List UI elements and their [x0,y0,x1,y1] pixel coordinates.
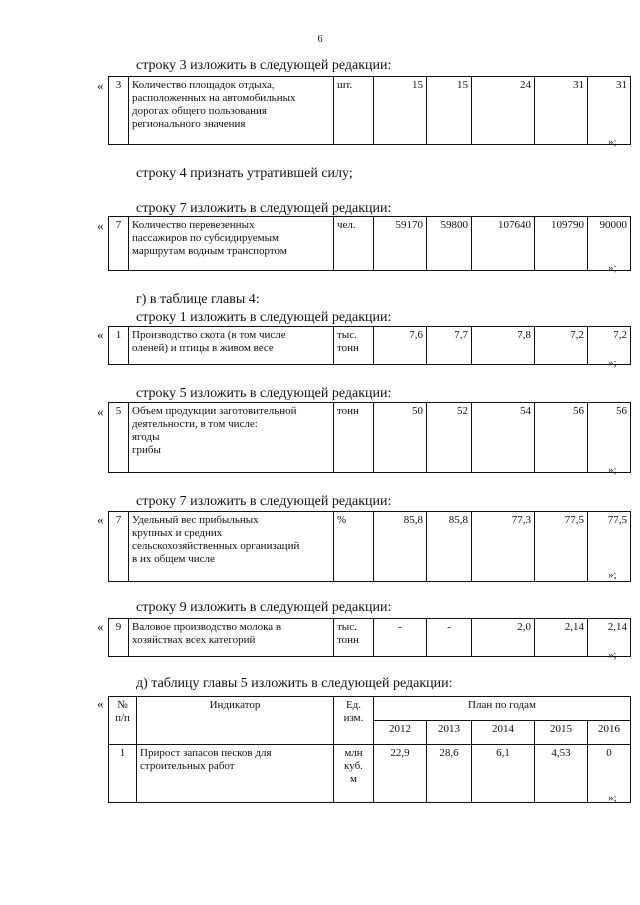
value-2012: 15 [374,77,427,145]
quote-close: »; [608,569,617,581]
row-number: 3 [109,77,129,145]
value-2013: 7,7 [427,327,472,365]
row-number: 7 [109,512,129,582]
section-heading: строку 3 изложить в следующей редакции: [136,58,392,73]
value-2014: 107640 [472,217,535,271]
row-unit [334,745,374,803]
amendment-table [108,216,631,271]
indicator-line: Валовое производство молока в [132,621,282,633]
indicator-line: Удельный вес прибыльных [132,514,259,526]
row-unit: шт. [334,77,374,145]
indicator-line: Объем продукции заготовительной [132,405,297,417]
quote-open: « [97,218,104,233]
section-heading: строку 5 изложить в следующей редакции: [136,386,392,401]
indicator-line: Прирост запасов песков для [140,747,272,759]
header-year: 2012 [374,721,427,745]
header-unit: Ед. изм. [334,697,374,745]
value-2012: 22,9 [374,745,427,803]
section-heading: строку 7 изложить в следующей редакции: [136,201,392,216]
chapter5-table [108,696,631,803]
header-year: 2015 [535,721,588,745]
row-indicator [129,512,334,582]
indicator-line: ягоды [132,431,160,443]
row-number: 7 [109,217,129,271]
value-2016: 56 [588,403,631,473]
value-2015: 77,5 [535,512,588,582]
quote-close: »; [608,136,617,148]
indicator-line: деятельности, в том числе: [132,418,258,430]
indicator-line: грибы [132,444,161,456]
row-unit: чел. [334,217,374,271]
value-2014: 6,1 [472,745,535,803]
value-2015: 7,2 [535,327,588,365]
header-year: 2014 [472,721,535,745]
value-2015: 31 [535,77,588,145]
row-indicator [129,403,334,473]
value-2014: 54 [472,403,535,473]
indicator-line: сельскохозяйственных организаций [132,540,300,552]
value-2014: 7,8 [472,327,535,365]
indicator-line: в их общем числе [132,553,215,565]
page-number: 6 [317,34,323,45]
quote-close: »; [608,792,617,804]
row-indicator [137,745,334,803]
header-year: 2013 [427,721,472,745]
value-2012: 59170 [374,217,427,271]
header-indicator: Индикатор [137,697,334,745]
row-number: 5 [109,403,129,473]
header-year: 2016 [588,721,631,745]
section-heading: строку 9 изложить в следующей редакции: [136,600,392,615]
value-2016: 31 [588,77,631,145]
row-indicator [129,327,334,365]
indicator-line: Количество площадок отдыха, [132,79,275,91]
indicator-line: строительных работ [140,760,235,772]
value-2013: - [427,619,472,657]
quote-open: « [97,619,104,634]
unit-line: млн [344,747,363,759]
quote-close: »; [608,649,617,661]
section-heading: строку 7 изложить в следующей редакции: [136,494,392,509]
header-plan: План по годам [374,697,631,721]
amendment-table [108,326,631,365]
value-2013: 52 [427,403,472,473]
indicator-line: Производство скота (в том числе [132,329,286,341]
value-2012: 50 [374,403,427,473]
value-2013: 59800 [427,217,472,271]
indicator-line: дорогах общего пользования [132,105,267,117]
quote-open: « [97,404,104,419]
amendment-table [108,76,631,145]
quote-open: « [97,696,104,711]
indicator-line: крупных и средних [132,527,223,539]
row-number: 9 [109,619,129,657]
row-indicator [129,77,334,145]
quote-close: »; [608,357,617,369]
row-indicator [129,217,334,271]
section-heading: строку 4 признать утратившей силу; [136,166,353,181]
value-2012: - [374,619,427,657]
value-2015: 2,14 [535,619,588,657]
value-2016: 90000 [588,217,631,271]
indicator-line: маршрутам водным транспортом [132,245,287,257]
row-indicator [129,619,334,657]
value-2016: 77,5 [588,512,631,582]
indicator-line: расположенных на автомобильных [132,92,296,104]
row-unit: % [334,512,374,582]
value-2014: 77,3 [472,512,535,582]
indicator-line: Количество перевезенных [132,219,255,231]
unit-line: куб. [344,760,363,772]
amendment-table [108,618,631,657]
value-2015: 109790 [535,217,588,271]
value-2014: 24 [472,77,535,145]
value-2012: 85,8 [374,512,427,582]
quote-close: »; [608,464,617,476]
section-heading: д) таблицу главы 5 изложить в следующей редакции: [136,676,453,691]
header-num: № п/п [109,697,137,745]
value-2013: 85,8 [427,512,472,582]
indicator-line: хозяйствах всех категорий [132,634,256,646]
quote-open: « [97,78,104,93]
indicator-line: пассажиров по субсидируемым [132,232,279,244]
value-2012: 7,6 [374,327,427,365]
row-number: 1 [109,327,129,365]
row-unit: тыс. тонн [334,327,374,365]
indicator-line: регионального значения [132,118,246,130]
unit-line: м [350,773,357,785]
amendment-table [108,511,631,582]
section-heading: г) в таблице главы 4: [136,292,260,307]
amendment-table [108,402,631,473]
quote-open: « [97,512,104,527]
indicator-line: оленей) и птицы в живом весе [132,342,274,354]
value-2016: 0 [588,745,631,803]
section-heading: строку 1 изложить в следующей редакции: [136,310,392,325]
row-unit: тыс. тонн [334,619,374,657]
value-2015: 56 [535,403,588,473]
value-2016: 2,14 [588,619,631,657]
value-2013: 15 [427,77,472,145]
row-number: 1 [109,745,137,803]
value-2014: 2,0 [472,619,535,657]
value-2013: 28,6 [427,745,472,803]
quote-open: « [97,327,104,342]
row-unit: тонн [334,403,374,473]
quote-close: »; [608,262,617,274]
value-2016: 7,2 [588,327,631,365]
value-2015: 4,53 [535,745,588,803]
